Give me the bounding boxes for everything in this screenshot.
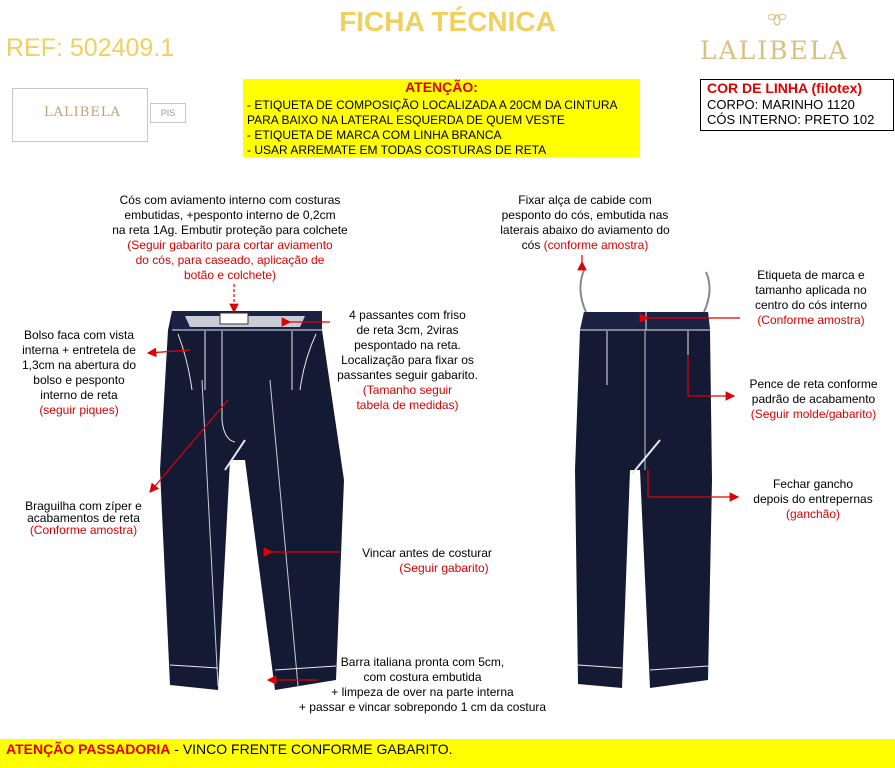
brand-logo: LALIBELA [700,36,849,65]
attention-line: PARA BAIXO NA LATERAL ESQUERDA DE QUEM VESTE [247,113,565,127]
note-crease: Vincar antes de costurar (Seguir gabarito) [362,546,492,575]
label-brand-text: LALIBELA [44,105,121,120]
thread-color-body: CORPO: MARINHO 1120 [707,97,855,112]
note-brand-label: Etiqueta de marca e tamanho aplicada no centro do cós interno (Conforme amostra) [754,268,868,327]
note-hanger-loop: Fixar alça de cabide com pesponto do cós, embutida nas laterais abaixo do aviamento do cós (conforme amostra) [500,193,670,252]
back-pants [575,270,712,688]
attention-line: - USAR ARREMATE EM TODAS COSTURAS DE RETA [247,143,547,157]
note-fly: Braguilha com zíper e acabamentos de reta (Conforme amostra) [25,499,142,537]
footer-note: ATENÇÃO PASSADORIA - VINCO FRENTE CONFORME GABARITO. [6,741,453,757]
note-loops: 4 passantes com friso de reta 3cm, 2viras pespontado na reta. Localização para fixar os passantes seguir gabarito. (Tamanho seguir tabela de medidas) [337,308,478,412]
attention-line: - ETIQUETA DE MARCA COM LINHA BRANCA [247,128,502,142]
note-hook: Fechar gancho depois do entrepernas (ganchão) [753,477,873,521]
thread-color-waistband: CÓS INTERNO: PRETO 102 [707,112,875,127]
pis-tag: PIS [150,103,186,123]
thread-color-title: COR DE LINHA (filotex) [707,80,863,96]
attention-line: - ETIQUETA DE COMPOSIÇÃO LOCALIZADA A 20CM DA CINTURA [247,98,618,112]
note-waistband: Cós com aviamento interno com costuras embutidas, +pesponto interno de 0,2cm na reta 1Ag. Embutir proteção para colchete (Seguir gabarito para cortar aviamento do cós, para caseado, aplicação de botão e colchete) [112,193,348,282]
attention-title: ATENÇÃO: [405,79,478,95]
reference-code: REF: 502409.1 [6,34,175,62]
note-hem: Barra italiana pronta com 5cm, com costura embutida + limpeza de over na parte interna + passar e vincar sobrepondo 1 cm da costura [298,655,547,714]
note-pocket: Bolso faca com vista interna + entretela de 1,3cm na abertura do bolso e pesponto interno de reta (seguir piques) [21,328,137,417]
note-dart: Pence de reta conforme padrão de acabamento (Seguir molde/gabarito) [749,377,878,421]
page-title: FICHA TÉCNICA [339,6,556,37]
front-pants [160,311,344,690]
